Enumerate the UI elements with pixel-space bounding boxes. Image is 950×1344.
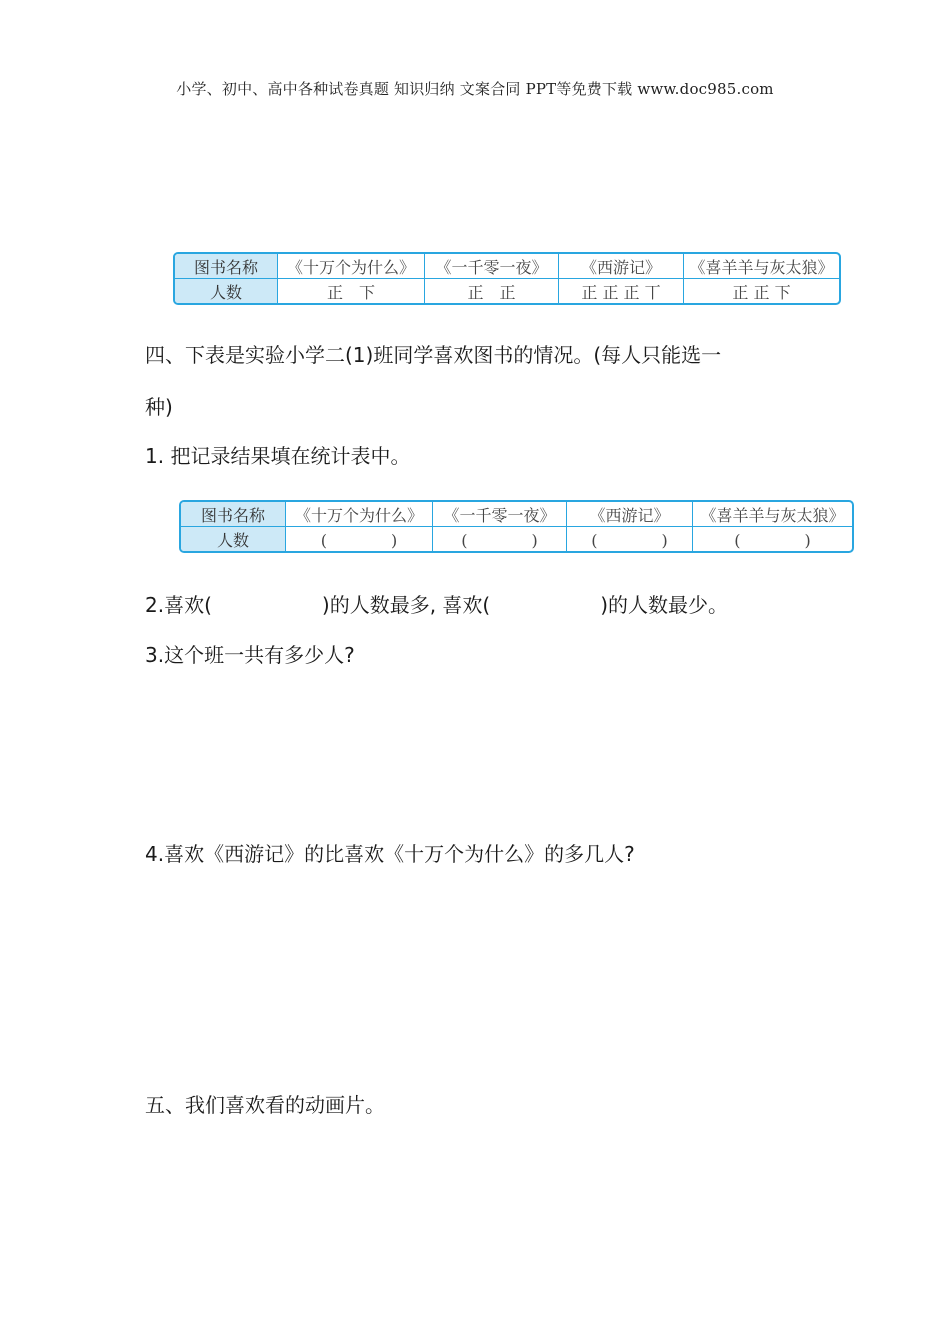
fill-blank-1[interactable]: ( ) — [286, 527, 433, 551]
tally-book-2: 《一千零一夜》 — [425, 254, 559, 279]
fill-table-header-row — [181, 502, 852, 527]
question-2 — [145, 591, 728, 619]
section4-title-line2: 种) — [145, 395, 173, 419]
fill-blank-2[interactable]: ( ) — [433, 527, 567, 551]
tally-table-count-row — [175, 279, 839, 303]
tally-book-1: 《十万个为什么》 — [278, 254, 425, 279]
tally-row-header: 人数 — [175, 279, 278, 303]
tally-mark-4: 正 正 下 — [732, 282, 791, 302]
tally-col-header: 图书名称 — [175, 254, 278, 279]
tally-mark-1: 正 下 — [278, 279, 425, 303]
fill-table — [179, 500, 854, 553]
tally-book-4: 《喜羊羊与灰太狼》 — [684, 254, 839, 279]
question-2-part-a: 2.喜欢( — [145, 593, 212, 617]
tally-mark-3: 正 正 正 丅 — [559, 279, 684, 303]
fill-blank-3[interactable]: ( ) — [567, 527, 693, 551]
fill-blank-4[interactable]: ( ) — [734, 530, 811, 550]
fill-book-2: 《一千零一夜》 — [433, 502, 567, 527]
fill-col-header: 图书名称 — [181, 502, 286, 527]
site-header: 小学、初中、高中各种试卷真题 知识归纳 文案合同 PPT等免费下载 www.doc985.com — [176, 80, 774, 98]
fill-row-header: 人数 — [181, 527, 286, 551]
fill-table-count-row — [181, 527, 852, 551]
question-4: 4.喜欢《西游记》的比喜欢《十万个为什么》的多几人? — [145, 842, 635, 866]
fill-book-3: 《西游记》 — [567, 502, 693, 527]
tally-book-3: 《西游记》 — [559, 254, 684, 279]
section4-title-line1: 四、下表是实验小学二(1)班同学喜欢图书的情况。(每人只能选一 — [145, 343, 722, 367]
fill-book-4: 《喜羊羊与灰太狼》 — [693, 502, 852, 527]
question-2-part-c: )的人数最少。 — [600, 593, 729, 617]
section5-title: 五、我们喜欢看的动画片。 — [145, 1093, 385, 1117]
tally-mark-2: 正 正 — [425, 279, 559, 303]
fill-book-1: 《十万个为什么》 — [286, 502, 433, 527]
tally-table-header-row — [175, 254, 839, 279]
question-1: 1. 把记录结果填在统计表中。 — [145, 444, 411, 468]
question-3: 3.这个班一共有多少人? — [145, 643, 355, 667]
question-2-part-b: )的人数最多, 喜欢( — [321, 593, 491, 617]
tally-table — [173, 252, 841, 305]
